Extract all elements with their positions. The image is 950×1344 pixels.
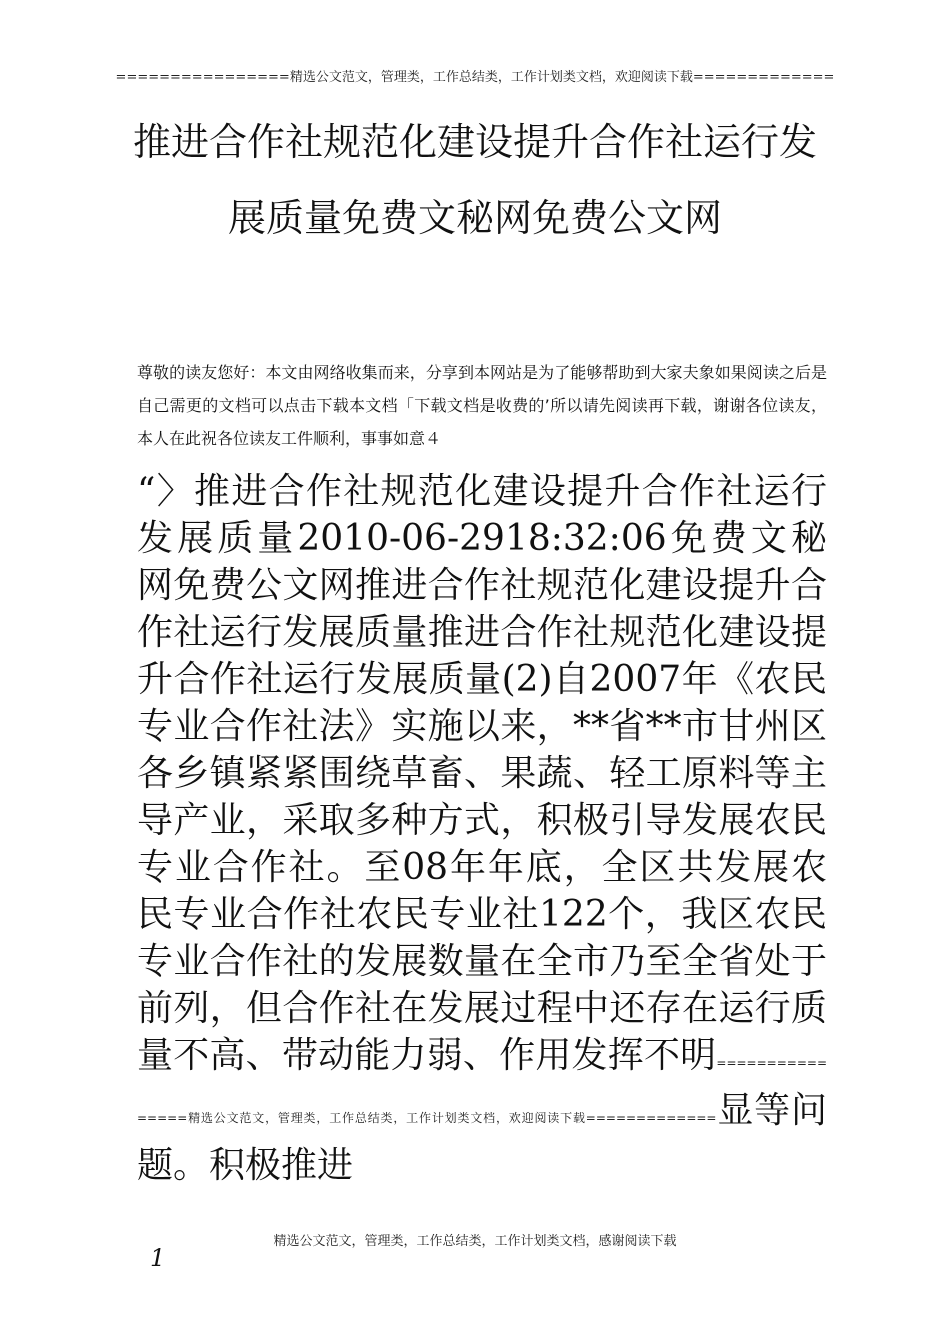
header-banner: ================精选公文范文，管理类，工作总结类，工作计划类文档，欢迎阅读下载============= [115, 70, 835, 85]
body-text: “〉推进合作社规范化建设提升合作社运行发展质量2010-06-2918:32:06免费文秘网免费公文网推进合作社规范化建设提升合作社运行发展质量推进合作社规范化建设提升合作社运行发展质量(2)自2007年《农民专业合作社法》实施以来，**省**市甘州区各乡镇紧紧围绕草畜、果蔬、轻工原料等主导产业，采取多种方式，积极引导发展农民专业合作社。至08年年底，全区共发展农民专业合作社农民专业社122个，我区农民专业合作社的发展数量在全市乃至全省处于前列，但合作社在发展过程中还存在运行质量不高、带动能力弱、作用发挥不明 [137, 471, 827, 1076]
page-number: 1 [150, 1244, 166, 1272]
document-title: 推进合作社规范化建设提升合作社运行发展质量免费文秘网免费公文网 [132, 120, 817, 240]
body-tail: 显等问题。积极推进 [137, 1090, 827, 1186]
intro-paragraph: 尊敬的读友您好：本文由网络收集而来，分享到本网站是为了能够帮助到大家夫象如果阅读之后是自己需更的文档可以点击下载本文档「下载文档是收费的’所以请先阅读再下载，谢谢各位读友，本人在此祝各位读友工件顺利，事事如意４ [137, 363, 827, 448]
inline-banner: ================精选公文范文，管理类，工作总结类，工作计划类文档，欢迎阅读下载============= [137, 1056, 827, 1125]
footer-text: 精选公文范文，管理类，工作总结类，工作计划类文档，感谢阅读下载 [273, 1234, 677, 1249]
body-paragraph [137, 468, 827, 1189]
